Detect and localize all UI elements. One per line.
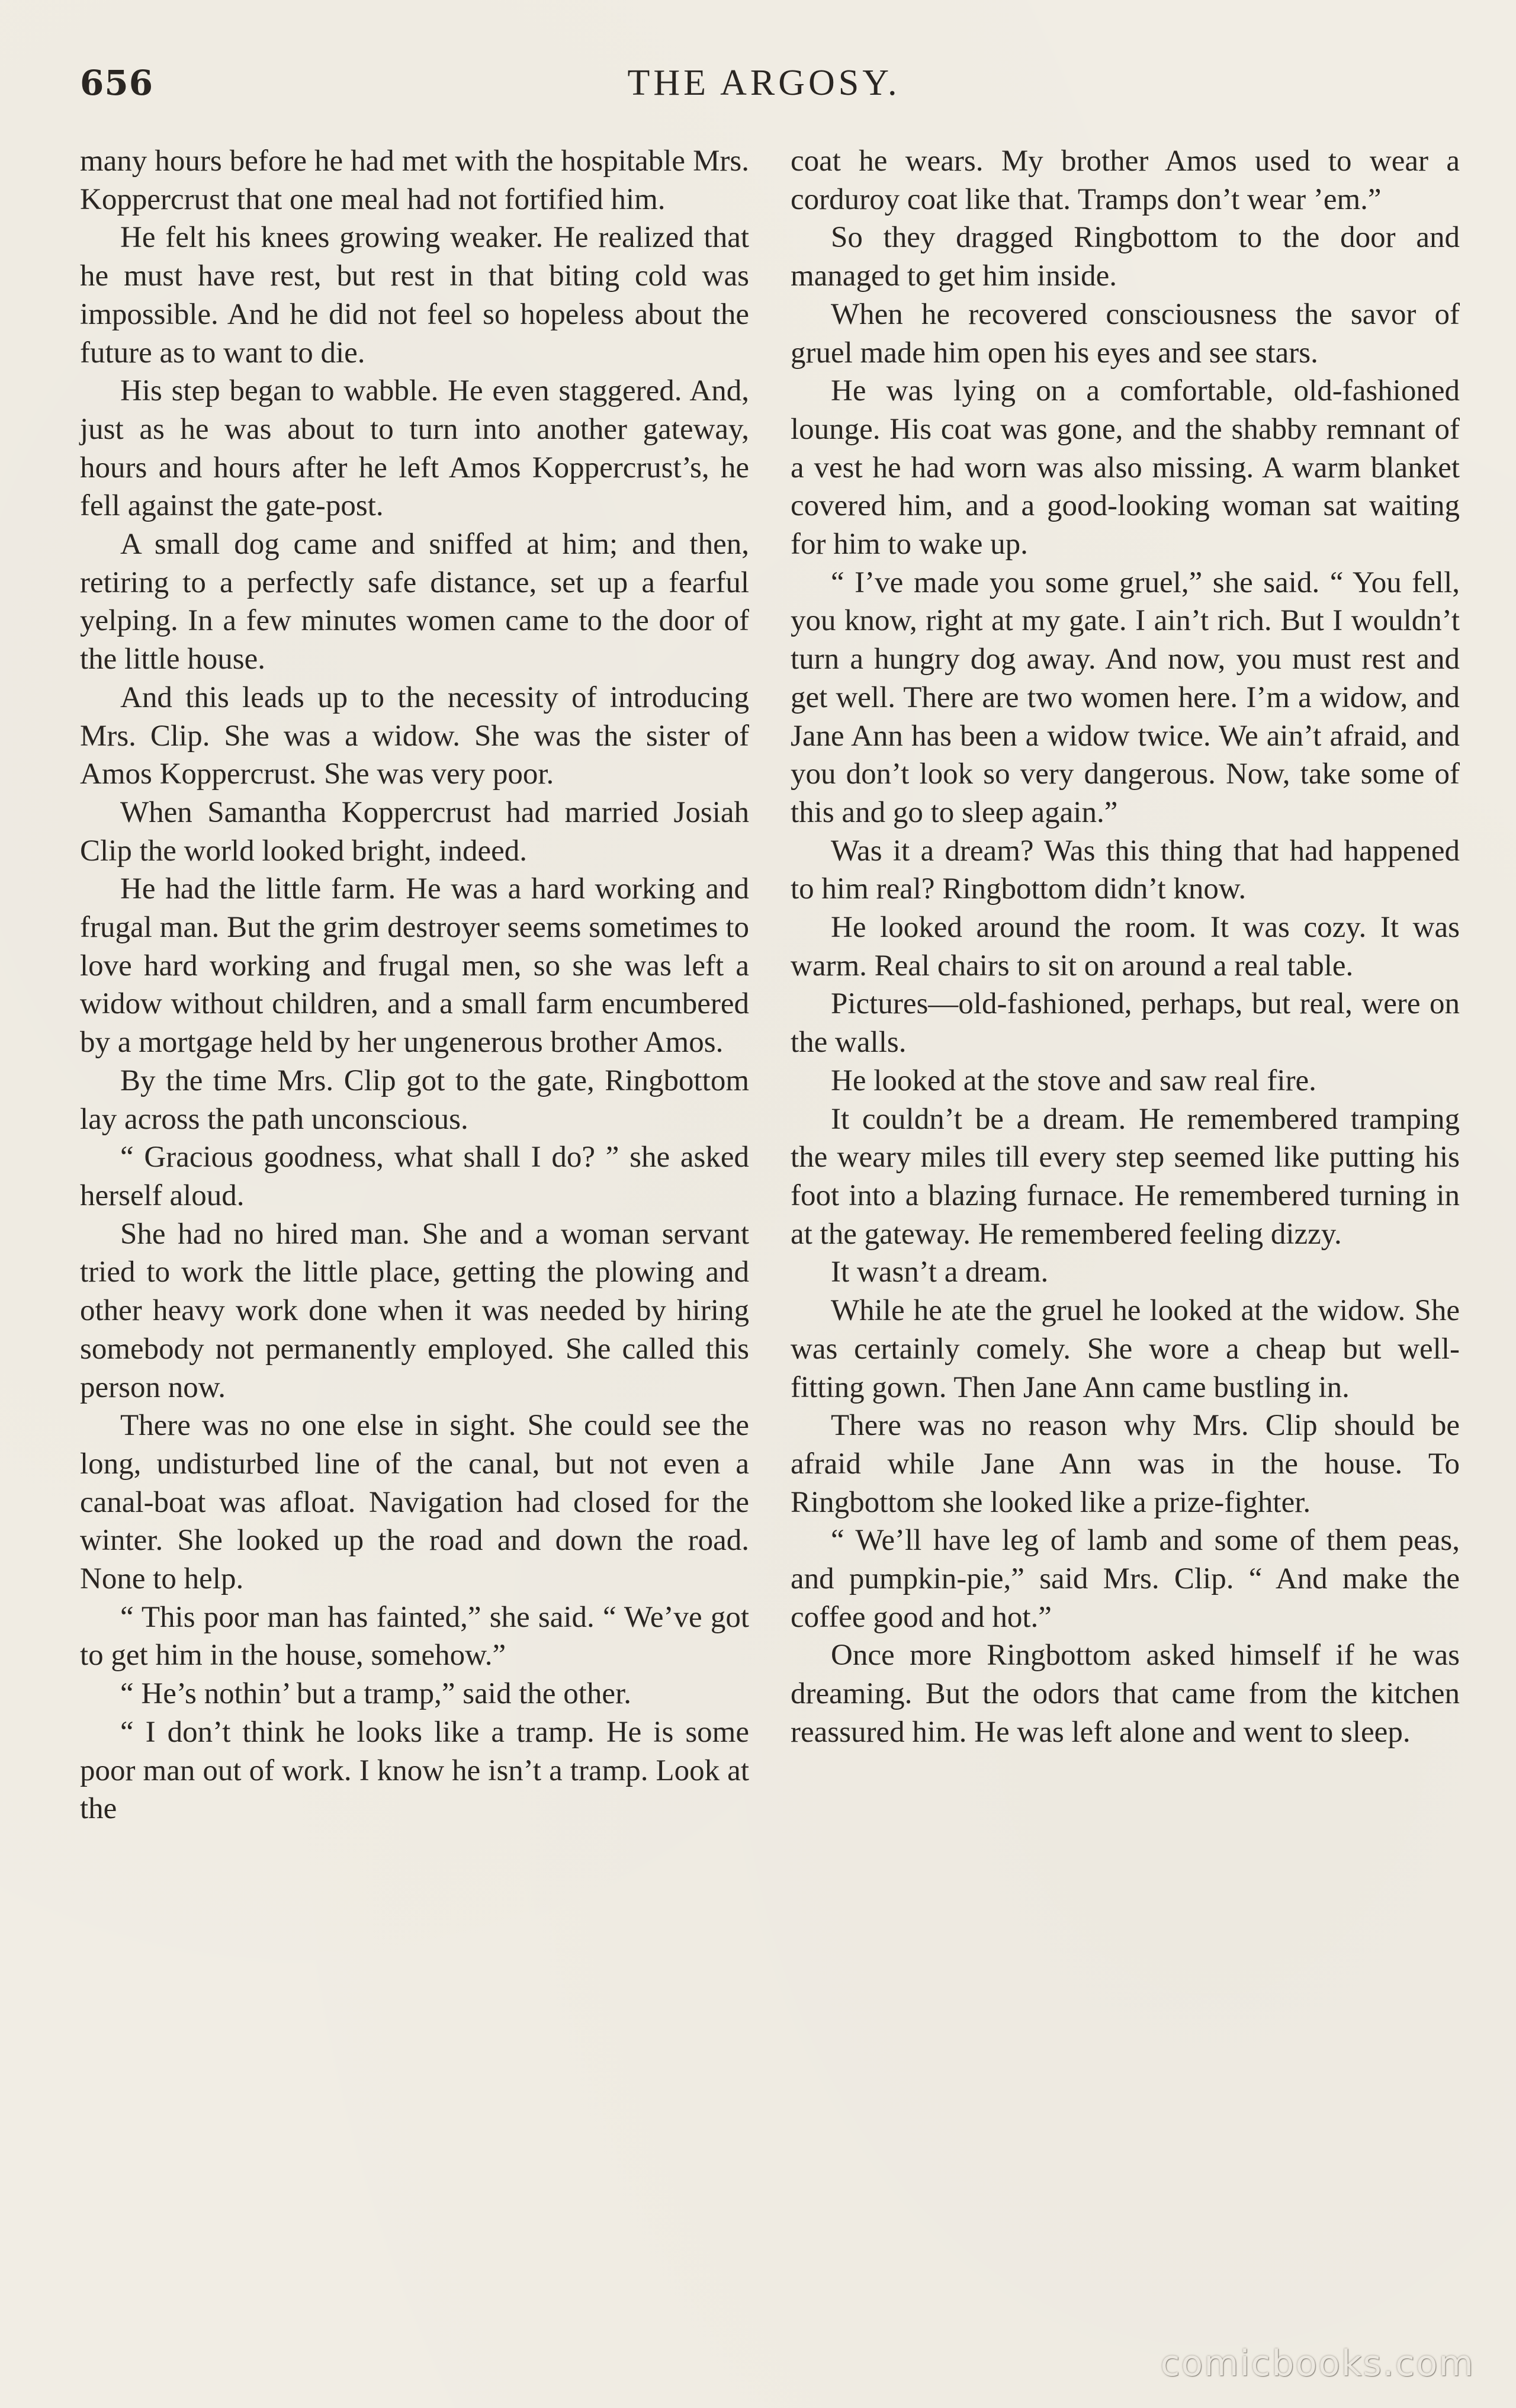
paragraph: A small dog came and sniffed at him; and then, retiring to a perfectly safe distance, set up a fearful yelping. In a few minutes women came to the door of the little house.	[80, 528, 749, 676]
paragraph: While he ate the gruel he looked at the widow. She was certainly comely. She wore a cheap but well-fitting gown. Then Jane Ann came bustling in.	[791, 1294, 1460, 1404]
paragraph: By the time Mrs. Clip got to the gate, Ringbottom lay across the path unconscious.	[80, 1064, 749, 1136]
paragraph: “ We’ll have leg of lamb and some of them peas, and pumpkin-pie,” said Mrs. Clip. “ And make the coffee good and hot.”	[791, 1524, 1460, 1634]
page-number: 656	[80, 63, 154, 103]
paragraph: He felt his knees growing weaker. He realized that he must have rest, but rest in that biting cold was impossible. And he did not feel so hopeless about the future as to want to die.	[80, 221, 749, 370]
paragraph: “ He’s nothin’ but a tramp,” said the other.	[120, 1677, 631, 1711]
running-title: THE ARGOSY.	[627, 63, 901, 103]
watermark: comicbooks.com	[1160, 2343, 1475, 2384]
paragraph: Pictures—old-fashioned, perhaps, but real, were on the walls.	[791, 987, 1460, 1059]
left-column	[80, 142, 749, 1828]
paragraph: And this leads up to the necessity of introducing Mrs. Clip. She was a widow. She was the sister of Amos Koppercrust. She was very poor.	[80, 680, 749, 791]
paragraph: “ I don’t think he looks like a tramp. He is some poor man out of work. I know he isn’t a tramp. Look at the	[80, 1715, 749, 1826]
paragraph: When he recovered consciousness the savor of gruel made him open his eyes and see stars.	[791, 297, 1460, 370]
paragraph: His step began to wabble. He even staggered. And, just as he was about to turn into another gateway, hours and hours after he left Amos Koppercrust’s, he fell against the gate-post.	[80, 374, 749, 523]
paragraph: Once more Ringbottom asked himself if he was dreaming. But the odors that came from the kitchen reassured him. He was left alone and went to sleep.	[791, 1639, 1460, 1749]
paragraph: coat he wears. My brother Amos used to wear a corduroy coat like that. Tramps don’t wear ’em.”	[791, 145, 1460, 216]
paragraph: He had the little farm. He was a hard working and frugal man. But the grim destroyer seems sometimes to love hard working and frugal men, so she was left a widow without children, and a small farm encumbered by a mortgage held by her ungenerous brother Amos.	[80, 872, 749, 1059]
paragraph: many hours before he had met with the hospitable Mrs. Koppercrust that one meal had not fortified him.	[80, 145, 749, 216]
paragraph: It wasn’t a dream.	[831, 1256, 1049, 1289]
paragraph: He looked at the stove and saw real fire.	[831, 1064, 1316, 1097]
paragraph: He looked around the room. It was cozy. It was warm. Real chairs to sit on around a real table.	[791, 911, 1460, 983]
paragraph: “ Gracious goodness, what shall I do? ” she asked herself aloud.	[80, 1141, 749, 1212]
right-column	[791, 142, 1460, 1752]
page-header	[80, 59, 1448, 113]
paragraph: There was no one else in sight. She could see the long, undisturbed line of the canal, but not even a canal-boat was afloat. Navigation had closed for the winter. She looked up the road and down the road. None to help.	[80, 1409, 749, 1596]
paragraph: “ I’ve made you some gruel,” she said. “ You fell, you know, right at my gate. I ain’t rich. But I wouldn’t turn a hungry dog away. And now, you must rest and get well. There are two women here. I’m a widow, and Jane Ann has been a widow twice. We ain’t afraid, and you don’t look so very dangerous. Now, take some of this and go to sleep again.”	[791, 566, 1460, 829]
paragraph: “ This poor man has fainted,” she said. “ We’ve got to get him in the house, somehow.”	[80, 1600, 749, 1672]
paragraph: There was no reason why Mrs. Clip should be afraid while Jane Ann was in the house. To Ringbottom she looked like a prize-fighter.	[791, 1409, 1460, 1519]
paragraph: She had no hired man. She and a woman servant tried to work the little place, getting the plowing and other heavy work done when it was needed by hiring somebody not permanently employed. She called this person now.	[80, 1217, 749, 1404]
paragraph: Was it a dream? Was this thing that had happened to him real? Ringbottom didn’t know.	[791, 834, 1460, 906]
paragraph: He was lying on a comfortable, old-fashioned lounge. His coat was gone, and the shabby remnant of a vest he had worn was also missing. A warm blanket covered him, and a good-looking woman sat waiting for him to wake up.	[791, 374, 1460, 561]
paragraph: It couldn’t be a dream. He remembered tramping the weary miles till every step seemed like putting his foot into a blazing furnace. He remembered turning in at the gateway. He remembered feeling dizzy.	[791, 1102, 1460, 1251]
paragraph: So they dragged Ringbottom to the door and managed to get him inside.	[791, 221, 1460, 293]
paragraph: When Samantha Koppercrust had married Josiah Clip the world looked bright, indeed.	[80, 795, 749, 868]
